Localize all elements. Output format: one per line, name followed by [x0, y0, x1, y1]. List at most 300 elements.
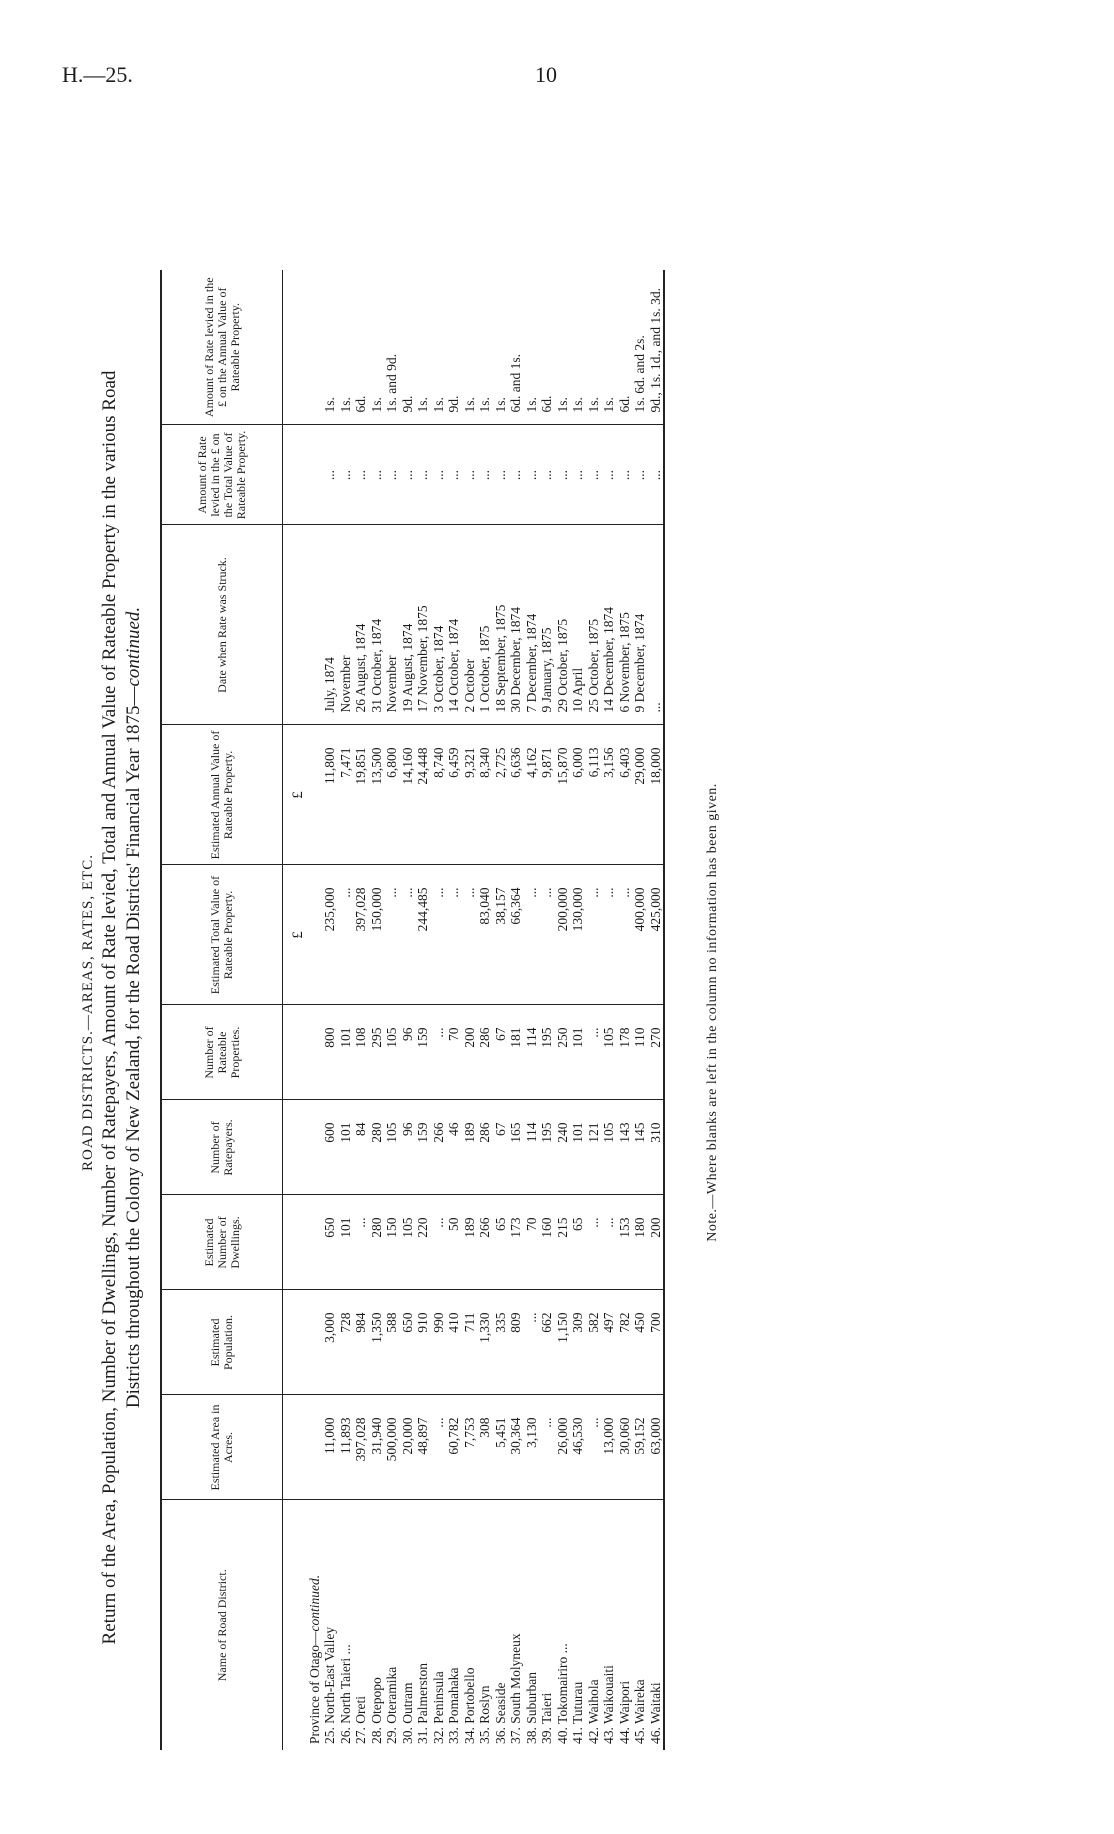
district-number: 43.: [601, 1727, 616, 1744]
unit-row: [283, 270, 307, 1750]
col-header-dwellings: Estimated Number of Dwellings.: [161, 1195, 283, 1290]
district-number: 30.: [399, 1727, 415, 1744]
cell-dwellings: 153: [617, 1195, 633, 1290]
cell-properties: ...: [586, 1005, 602, 1100]
cell-rate-total: ...: [353, 425, 369, 525]
cell-date: 9 December, 1874: [632, 525, 648, 725]
province-label: Province of Otago—continued.: [306, 1574, 322, 1744]
cell-annual-value: 3,156: [601, 725, 617, 865]
cell-population: ...: [524, 1290, 540, 1395]
cell-rate-total: ...: [648, 425, 665, 525]
district-number: 27.: [353, 1727, 368, 1744]
page-number: 10: [535, 62, 557, 87]
cell-dwellings: ...: [586, 1195, 602, 1290]
district-name-text: Oreti: [353, 1696, 368, 1724]
cell-annual-value: 11,800: [322, 725, 338, 865]
caption-line-2-text: Districts throughout the Colony of New Zealand, for the Road Districts' Financial Year 1875—: [123, 686, 144, 1409]
col-header-name: Name of Road District.: [161, 1500, 283, 1750]
cell-area: 5,451: [493, 1395, 509, 1500]
district-number: 36.: [492, 1727, 508, 1744]
cell-rate-annual: 9d.: [400, 270, 416, 425]
cell-rate-annual: 1s.: [415, 270, 431, 425]
table-header-row: [161, 270, 283, 1750]
cell-total-value: ...: [586, 865, 602, 1005]
caption-continued: continued.: [123, 606, 144, 687]
district-number: 31.: [415, 1727, 430, 1744]
district-name: [617, 1500, 633, 1750]
cell-population: 588: [384, 1290, 400, 1395]
cell-annual-value: 14,160: [400, 725, 416, 865]
cell-date: November: [338, 525, 354, 725]
cell-area: 11,000: [322, 1395, 338, 1500]
cell-dwellings: 650: [322, 1195, 338, 1290]
cell-date: 14 October, 1874: [446, 525, 462, 725]
cell-total-value: 200,000: [555, 865, 571, 1005]
cell-rate-total: ...: [493, 425, 509, 525]
district-name: [524, 1500, 540, 1750]
cell-annual-value: 29,000: [632, 725, 648, 865]
cell-dwellings: 200: [648, 1195, 665, 1290]
cell-total-value: 130,000: [570, 865, 586, 1005]
district-name-text: Pomahaka: [446, 1667, 461, 1724]
district-name: [384, 1500, 400, 1750]
cell-ratepayers: 96: [400, 1100, 416, 1195]
cell-date: 2 October: [462, 525, 478, 725]
table-note: Note.—Where blanks are left in the column no information has been given.: [705, 783, 720, 1242]
cell-dwellings: 101: [338, 1195, 354, 1290]
district-number: 40.: [554, 1727, 570, 1744]
cell-properties: 181: [508, 1005, 524, 1100]
cell-area: 500,000: [384, 1395, 400, 1500]
cell-properties: 101: [570, 1005, 586, 1100]
table-row: [446, 270, 462, 1750]
cell-population: 910: [415, 1290, 431, 1395]
cell-properties: 178: [617, 1005, 633, 1100]
cell-rate-total: ...: [570, 425, 586, 525]
district-name: [493, 1500, 509, 1750]
cell-population: 990: [431, 1290, 447, 1395]
cell-total-value: 397,028: [353, 865, 369, 1005]
district-name: [415, 1500, 431, 1750]
cell-annual-value: 6,403: [617, 725, 633, 865]
district-name-text: North-East Valley: [322, 1626, 337, 1724]
cell-ratepayers: 114: [524, 1100, 540, 1195]
cell-rate-total: ...: [508, 425, 524, 525]
cell-annual-value: 6,636: [508, 725, 524, 865]
cell-rate-total: ...: [586, 425, 602, 525]
district-name-text: Suburban: [523, 1672, 539, 1724]
cell-dwellings: 215: [555, 1195, 571, 1290]
cell-annual-value: 6,000: [570, 725, 586, 865]
cell-rate-total: ...: [462, 425, 478, 525]
district-name: [462, 1500, 478, 1750]
cell-rate-annual: 1s.: [555, 270, 571, 425]
cell-dwellings: 189: [462, 1195, 478, 1290]
cell-total-value: ...: [524, 865, 540, 1005]
cell-area: 30,364: [508, 1395, 524, 1500]
cell-ratepayers: 67: [493, 1100, 509, 1195]
cell-properties: 108: [353, 1005, 369, 1100]
cell-area: ...: [431, 1395, 447, 1500]
cell-ratepayers: 286: [477, 1100, 493, 1195]
district-name: [539, 1500, 555, 1750]
cell-dwellings: 180: [632, 1195, 648, 1290]
table-row: [384, 270, 400, 1750]
cell-total-value: ...: [384, 865, 400, 1005]
cell-area: 60,782: [446, 1395, 462, 1500]
cell-ratepayers: 240: [555, 1100, 571, 1195]
district-name: [322, 1500, 338, 1750]
district-name: [477, 1500, 493, 1750]
district-number: 32.: [430, 1727, 446, 1744]
cell-dwellings: 150: [384, 1195, 400, 1290]
cell-population: 662: [539, 1290, 555, 1395]
district-number: 33.: [446, 1727, 461, 1744]
cell-dwellings: 105: [400, 1195, 416, 1290]
cell-rate-annual: 1s.: [601, 270, 617, 425]
district-name: [400, 1500, 416, 1750]
district-name: [648, 1500, 665, 1750]
cell-rate-total: ...: [446, 425, 462, 525]
cell-rate-annual: 6d.: [353, 270, 369, 425]
cell-total-value: 38,157: [493, 865, 509, 1005]
table-row: [400, 270, 416, 1750]
cell-date: 31 October, 1874: [369, 525, 385, 725]
cell-date: 10 April: [570, 525, 586, 725]
cell-total-value: 400,000: [632, 865, 648, 1005]
cell-properties: 270: [648, 1005, 665, 1100]
cell-annual-value: 18,000: [648, 725, 665, 865]
district-name-text: Roslyn: [477, 1685, 492, 1724]
cell-properties: 101: [338, 1005, 354, 1100]
district-name-text: Outram: [399, 1682, 415, 1724]
cell-properties: 105: [601, 1005, 617, 1100]
district-name-text: Waikouaiti: [601, 1665, 616, 1724]
cell-dwellings: 65: [493, 1195, 509, 1290]
cell-annual-value: 19,851: [353, 725, 369, 865]
district-name: [570, 1500, 586, 1750]
table-row: [493, 270, 509, 1750]
cell-rate-annual: 1s. and 9d.: [384, 270, 400, 425]
district-name-text: Tuturau: [570, 1681, 585, 1724]
cell-properties: 195: [539, 1005, 555, 1100]
table-row: [570, 270, 586, 1750]
cell-area: 26,000: [555, 1395, 571, 1500]
cell-annual-value: 13,500: [369, 725, 385, 865]
cell-total-value: 244,485: [415, 865, 431, 1005]
cell-properties: 110: [632, 1005, 648, 1100]
cell-dwellings: ...: [431, 1195, 447, 1290]
cell-total-value: 235,000: [322, 865, 338, 1005]
district-name-text: Taieri: [539, 1692, 554, 1724]
table-row: [632, 270, 648, 1750]
unit-annual-value: £: [283, 725, 307, 865]
cell-population: 1,350: [369, 1290, 385, 1395]
district-name: [431, 1500, 447, 1750]
cell-dwellings: 266: [477, 1195, 493, 1290]
cell-area: 20,000: [400, 1395, 416, 1500]
cell-dwellings: 173: [508, 1195, 524, 1290]
cell-date: 30 December, 1874: [508, 525, 524, 725]
col-header-rate-annual: Amount of Rate levied in the £ on the Annual Value of Rateable Property.: [161, 270, 283, 425]
cell-annual-value: 9,871: [539, 725, 555, 865]
cell-dwellings: ...: [353, 1195, 369, 1290]
cell-rate-annual: 6d. and 1s.: [508, 270, 524, 425]
province-continued: continued.: [306, 1574, 322, 1632]
cell-rate-total: ...: [617, 425, 633, 525]
table-row: [369, 270, 385, 1750]
cell-ratepayers: 195: [539, 1100, 555, 1195]
road-districts-table: [160, 270, 665, 1750]
district-name-text: Otepopo: [368, 1677, 384, 1724]
district-name-text: Waipori: [616, 1680, 632, 1724]
cell-area: 397,028: [353, 1395, 369, 1500]
cell-rate-annual: 1s.: [338, 270, 354, 425]
district-name: [353, 1500, 369, 1750]
district-name: [508, 1500, 524, 1750]
cell-rate-annual: 1s.: [477, 270, 493, 425]
district-number: 29.: [384, 1727, 399, 1744]
cell-annual-value: 15,870: [555, 725, 571, 865]
cell-rate-total: ...: [632, 425, 648, 525]
cell-ratepayers: 84: [353, 1100, 369, 1195]
cell-rate-annual: 1s.: [493, 270, 509, 425]
cell-area: 3,130: [524, 1395, 540, 1500]
col-header-properties: Number of Rateable Properties.: [161, 1005, 283, 1100]
cell-dwellings: 220: [415, 1195, 431, 1290]
district-name: [632, 1500, 648, 1750]
cell-properties: 67: [493, 1005, 509, 1100]
cell-date: 6 November, 1875: [617, 525, 633, 725]
cell-population: 450: [632, 1290, 648, 1395]
cell-area: 308: [477, 1395, 493, 1500]
section-title: ROAD DISTRICTS.—AREAS, RATES, ETC.: [80, 854, 96, 1171]
district-number: 28.: [368, 1727, 384, 1744]
cell-properties: ...: [431, 1005, 447, 1100]
district-number: 41.: [570, 1727, 585, 1744]
cell-population: 984: [353, 1290, 369, 1395]
cell-properties: 105: [384, 1005, 400, 1100]
cell-properties: 286: [477, 1005, 493, 1100]
cell-properties: 250: [555, 1005, 571, 1100]
cell-total-value: ...: [431, 865, 447, 1005]
district-number: 45.: [632, 1727, 647, 1744]
cell-dwellings: 70: [524, 1195, 540, 1290]
district-number: 34.: [461, 1727, 477, 1744]
district-number: 42.: [585, 1727, 601, 1744]
table-row: [431, 270, 447, 1750]
cell-total-value: ...: [617, 865, 633, 1005]
cell-date: ...: [648, 525, 665, 725]
cell-properties: 159: [415, 1005, 431, 1100]
cell-rate-annual: 1s.: [570, 270, 586, 425]
cell-date: 26 August, 1874: [353, 525, 369, 725]
cell-population: 700: [648, 1290, 665, 1395]
district-name-text: Waihola: [585, 1679, 601, 1724]
cell-rate-total: ...: [431, 425, 447, 525]
cell-rate-annual: 1s. 6d. and 2s.: [632, 270, 648, 425]
cell-date: July, 1874: [322, 525, 338, 725]
cell-annual-value: 6,459: [446, 725, 462, 865]
district-number: 44.: [616, 1727, 632, 1744]
cell-ratepayers: 105: [384, 1100, 400, 1195]
cell-population: 809: [508, 1290, 524, 1395]
cell-rate-annual: 1s.: [322, 270, 338, 425]
district-name-text: Oteramika: [384, 1666, 399, 1724]
cell-dwellings: 50: [446, 1195, 462, 1290]
district-name-text: Waireka: [632, 1679, 647, 1724]
table-row: [353, 270, 369, 1750]
cell-properties: 800: [322, 1005, 338, 1100]
cell-annual-value: 7,471: [338, 725, 354, 865]
table-row: [601, 270, 617, 1750]
table-row: [322, 270, 338, 1750]
cell-properties: 96: [400, 1005, 416, 1100]
cell-rate-total: ...: [415, 425, 431, 525]
cell-population: 309: [570, 1290, 586, 1395]
cell-total-value: 66,364: [508, 865, 524, 1005]
cell-total-value: ...: [400, 865, 416, 1005]
table-row: [338, 270, 354, 1750]
cell-annual-value: 2,725: [493, 725, 509, 865]
col-header-rate-total: Amount of Rate levied in the £ on the Total Value of Rateable Property.: [161, 425, 283, 525]
district-name: [555, 1500, 571, 1750]
table-row: [415, 270, 431, 1750]
cell-area: 7,753: [462, 1395, 478, 1500]
cell-rate-total: ...: [601, 425, 617, 525]
cell-rate-annual: 1s.: [524, 270, 540, 425]
cell-rate-total: ...: [555, 425, 571, 525]
cell-ratepayers: 159: [415, 1100, 431, 1195]
cell-date: 19 August, 1874: [400, 525, 416, 725]
cell-area: 11,893: [338, 1395, 354, 1500]
cell-rate-total: ...: [369, 425, 385, 525]
district-number: 35.: [477, 1727, 492, 1744]
unit-total-value: £: [283, 865, 307, 1005]
cell-annual-value: 6,113: [586, 725, 602, 865]
cell-rate-total: ...: [524, 425, 540, 525]
cell-date: 17 November, 1875: [415, 525, 431, 725]
cell-rate-total: ...: [384, 425, 400, 525]
cell-total-value: 425,000: [648, 865, 665, 1005]
cell-population: 650: [400, 1290, 416, 1395]
cell-population: 497: [601, 1290, 617, 1395]
district-name-text: North Taieri ...: [337, 1644, 353, 1724]
cell-rate-annual: 1s.: [369, 270, 385, 425]
col-header-annual-value: Estimated Annual Value of Rateable Property.: [161, 725, 283, 865]
col-header-ratepayers: Number of Ratepayers.: [161, 1100, 283, 1195]
table-row: [539, 270, 555, 1750]
district-name: [446, 1500, 462, 1750]
page-reference: H.—25.: [62, 62, 133, 87]
table-row: [524, 270, 540, 1750]
cell-properties: 200: [462, 1005, 478, 1100]
district-name-text: Seaside: [492, 1682, 508, 1724]
cell-ratepayers: 143: [617, 1100, 633, 1195]
district-name-text: South Molyneux: [508, 1633, 523, 1724]
cell-date: 25 October, 1875: [586, 525, 602, 725]
district-number: 26.: [337, 1727, 353, 1744]
cell-area: 59,152: [632, 1395, 648, 1500]
cell-ratepayers: 280: [369, 1100, 385, 1195]
cell-rate-annual: 9d.: [446, 270, 462, 425]
cell-rate-annual: 1s.: [431, 270, 447, 425]
district-name-text: Peninsula: [430, 1671, 446, 1724]
cell-ratepayers: 189: [462, 1100, 478, 1195]
cell-date: 3 October, 1874: [431, 525, 447, 725]
col-header-population: Estimated Population.: [161, 1290, 283, 1395]
province-row: [307, 270, 323, 1750]
district-name: [338, 1500, 354, 1750]
district-number: 37.: [508, 1727, 523, 1744]
table-caption: [98, 235, 146, 1780]
cell-dwellings: 65: [570, 1195, 586, 1290]
cell-total-value: 83,040: [477, 865, 493, 1005]
cell-area: 13,000: [601, 1395, 617, 1500]
cell-annual-value: 8,740: [431, 725, 447, 865]
cell-rate-total: ...: [477, 425, 493, 525]
cell-population: 335: [493, 1290, 509, 1395]
cell-area: 30,060: [617, 1395, 633, 1500]
district-name-text: Waitaki: [647, 1682, 663, 1724]
cell-area: ...: [539, 1395, 555, 1500]
table-row: [462, 270, 478, 1750]
cell-population: 782: [617, 1290, 633, 1395]
cell-rate-annual: 6d.: [617, 270, 633, 425]
cell-date: 9 January, 1875: [539, 525, 555, 725]
cell-rate-total: ...: [322, 425, 338, 525]
cell-population: 1,150: [555, 1290, 571, 1395]
table-body: [283, 270, 665, 1750]
cell-date: November: [384, 525, 400, 725]
cell-rate-total: ...: [539, 425, 555, 525]
table-row: [617, 270, 633, 1750]
cell-population: 1,330: [477, 1290, 493, 1395]
col-header-total-value: Estimated Total Value of Rateable Property.: [161, 865, 283, 1005]
table-row: [648, 270, 665, 1750]
cell-total-value: ...: [539, 865, 555, 1005]
cell-ratepayers: 46: [446, 1100, 462, 1195]
cell-ratepayers: 101: [338, 1100, 354, 1195]
cell-annual-value: 8,340: [477, 725, 493, 865]
cell-annual-value: 6,800: [384, 725, 400, 865]
caption-line-2: [122, 235, 146, 1780]
cell-date: 7 December, 1874: [524, 525, 540, 725]
caption-line-1: Return of the Area, Population, Number of Dwellings, Number of Ratepayers, Amount of Rate levied, Total and Annual Value of Rateable Property in the various Road: [99, 370, 120, 1645]
cell-ratepayers: 145: [632, 1100, 648, 1195]
cell-rate-annual: 9d., 1s. 1d., and 1s. 3d.: [648, 270, 665, 425]
district-name-text: Palmerston: [415, 1663, 430, 1724]
cell-total-value: 150,000: [369, 865, 385, 1005]
cell-area: 48,897: [415, 1395, 431, 1500]
cell-date: 29 October, 1875: [555, 525, 571, 725]
cell-date: 14 December, 1874: [601, 525, 617, 725]
cell-dwellings: 280: [369, 1195, 385, 1290]
cell-annual-value: 9,321: [462, 725, 478, 865]
district-name-text: Portobello: [461, 1667, 477, 1724]
cell-properties: 295: [369, 1005, 385, 1100]
cell-total-value: ...: [601, 865, 617, 1005]
cell-total-value: ...: [338, 865, 354, 1005]
cell-date: 1 October, 1875: [477, 525, 493, 725]
table-row: [555, 270, 571, 1750]
district-name: [586, 1500, 602, 1750]
cell-ratepayers: 165: [508, 1100, 524, 1195]
cell-ratepayers: 105: [601, 1100, 617, 1195]
cell-dwellings: 160: [539, 1195, 555, 1290]
cell-population: 3,000: [322, 1290, 338, 1395]
rotated-table-page: [80, 235, 820, 1790]
